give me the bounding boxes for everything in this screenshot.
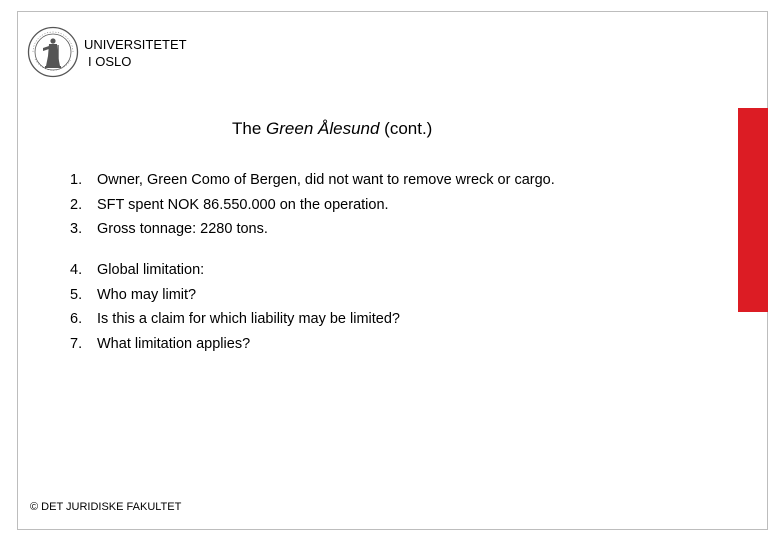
list-item-number: 5. bbox=[70, 286, 83, 303]
list-item-number: 4. bbox=[70, 262, 83, 278]
list-item bbox=[70, 307, 400, 332]
list-item-text: Who may limit? bbox=[97, 286, 197, 303]
list-item bbox=[70, 258, 400, 283]
university-name-line2: I OSLO bbox=[88, 54, 132, 69]
slide-title-prefix: The bbox=[232, 119, 267, 138]
list-item bbox=[70, 168, 555, 193]
list-item-text: Owner, Green Como of Bergen, did not want to remove wreck or cargo. bbox=[97, 172, 555, 188]
accent-bar bbox=[738, 108, 768, 312]
list-item-number: 3. bbox=[70, 221, 83, 237]
university-name-line1: UNIVERSITETET bbox=[84, 37, 187, 52]
slide-title bbox=[232, 118, 432, 140]
slide-title-suffix: (cont.) bbox=[379, 119, 433, 138]
list-item bbox=[70, 283, 400, 308]
list-item-number: 6. bbox=[70, 311, 83, 327]
item-list-group-2 bbox=[70, 258, 400, 356]
list-item-text: SFT spent NOK 86.550.000 on the operation. bbox=[97, 196, 389, 213]
university-seal-icon bbox=[27, 26, 79, 78]
list-item bbox=[70, 332, 400, 357]
footer-copyright: © DET JURIDISKE FAKULTET bbox=[30, 501, 182, 513]
list-item-text: What limitation applies? bbox=[97, 335, 251, 352]
list-item-text: Is this a claim for which liability may be limited? bbox=[97, 311, 400, 327]
item-list-group-1 bbox=[70, 168, 555, 242]
list-item-number: 7. bbox=[70, 335, 83, 352]
list-item-text: Global limitation: bbox=[97, 262, 205, 278]
list-item bbox=[70, 193, 555, 218]
list-item bbox=[70, 217, 555, 242]
slide-title-ship-name: Green Ålesund bbox=[266, 119, 380, 138]
list-item-text: Gross tonnage: 2280 tons. bbox=[97, 221, 268, 237]
list-item-number: 2. bbox=[70, 196, 83, 213]
list-item-number: 1. bbox=[70, 172, 83, 188]
university-name bbox=[84, 36, 187, 70]
